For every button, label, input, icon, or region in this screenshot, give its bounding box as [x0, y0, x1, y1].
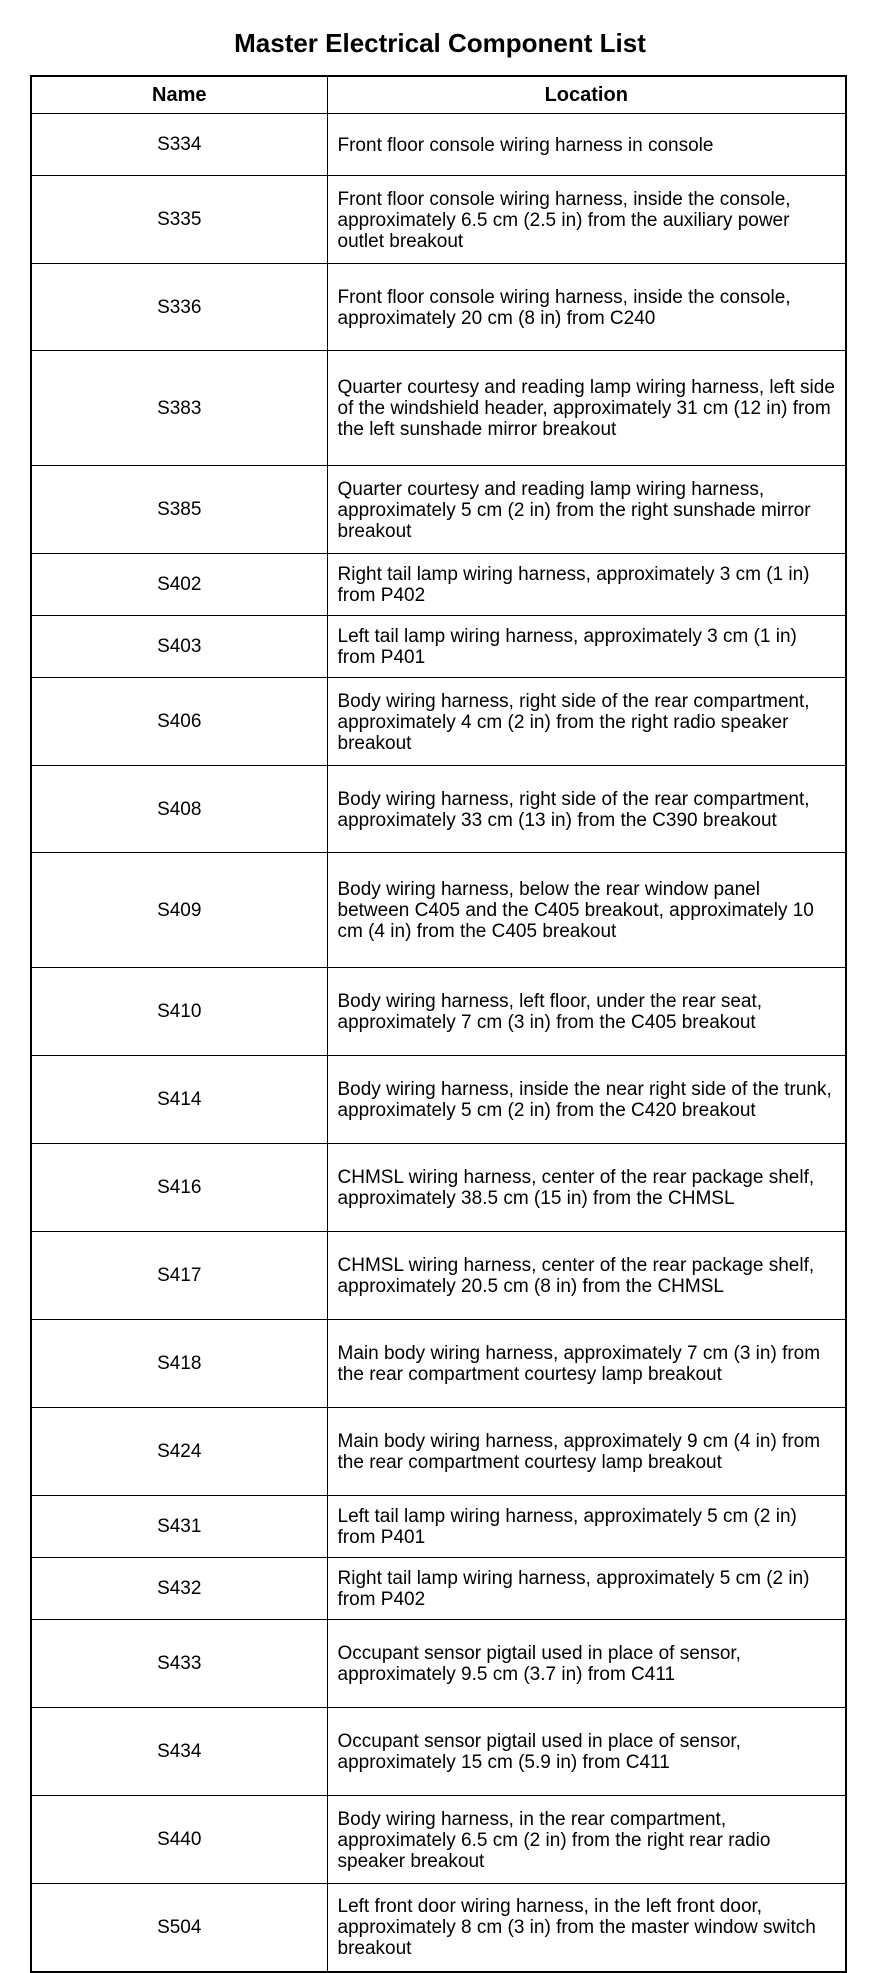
- component-location-cell: Occupant sensor pigtail used in place of sensor, approximately 15 cm (5.9 in) from C411: [327, 1708, 846, 1796]
- table-row: [31, 1408, 846, 1496]
- table-row: [31, 1056, 846, 1144]
- component-name-cell: S414: [31, 1056, 327, 1144]
- name-column-header: Name: [31, 76, 327, 114]
- table-row: [31, 1558, 846, 1620]
- table-row: [31, 1496, 846, 1558]
- component-name-cell: S416: [31, 1144, 327, 1232]
- component-name-cell: S385: [31, 466, 327, 554]
- component-location-cell: Body wiring harness, right side of the rear compartment, approximately 33 cm (13 in) from the C390 breakout: [327, 766, 846, 853]
- component-location-cell: Left tail lamp wiring harness, approximately 5 cm (2 in) from P401: [327, 1496, 846, 1558]
- component-name-cell: S403: [31, 616, 327, 678]
- table-row: [31, 616, 846, 678]
- component-location-cell: Body wiring harness, in the rear compartment, approximately 6.5 cm (2 in) from the right rear radio speaker breakout: [327, 1796, 846, 1884]
- table-row: [31, 1320, 846, 1408]
- component-name-cell: S504: [31, 1884, 327, 1972]
- table-row: [31, 114, 846, 176]
- table-row: [31, 554, 846, 616]
- component-location-cell: Main body wiring harness, approximately 9 cm (4 in) from the rear compartment courtesy lamp breakout: [327, 1408, 846, 1496]
- component-name-cell: S406: [31, 678, 327, 766]
- component-name-cell: S334: [31, 114, 327, 176]
- table-row: [31, 176, 846, 264]
- component-name-cell: S383: [31, 351, 327, 466]
- table-row: [31, 264, 846, 351]
- component-name-cell: S410: [31, 968, 327, 1056]
- page-title: Master Electrical Component List: [234, 28, 646, 58]
- component-name-cell: S409: [31, 853, 327, 968]
- table-row: [31, 968, 846, 1056]
- component-location-cell: Front floor console wiring harness, inside the console, approximately 6.5 cm (2.5 in) from the auxiliary power outlet breakout: [327, 176, 846, 264]
- component-name-cell: S440: [31, 1796, 327, 1884]
- component-name-cell: S336: [31, 264, 327, 351]
- component-location-cell: Body wiring harness, inside the near right side of the trunk, approximately 5 cm (2 in) from the C420 breakout: [327, 1056, 846, 1144]
- component-location-cell: Body wiring harness, right side of the rear compartment, approximately 4 cm (2 in) from the right radio speaker breakout: [327, 678, 846, 766]
- component-location-cell: Left tail lamp wiring harness, approximately 3 cm (1 in) from P401: [327, 616, 846, 678]
- component-location-cell: Right tail lamp wiring harness, approximately 3 cm (1 in) from P402: [327, 554, 846, 616]
- component-name-cell: S432: [31, 1558, 327, 1620]
- location-column-header: Location: [327, 76, 846, 114]
- table-row: [31, 766, 846, 853]
- component-name-cell: S434: [31, 1708, 327, 1796]
- component-name-cell: S431: [31, 1496, 327, 1558]
- table-row: [31, 351, 846, 466]
- component-location-cell: Quarter courtesy and reading lamp wiring harness, approximately 5 cm (2 in) from the right sunshade mirror breakout: [327, 466, 846, 554]
- table-row: [31, 853, 846, 968]
- table-row: [31, 1708, 846, 1796]
- component-location-cell: Occupant sensor pigtail used in place of sensor, approximately 9.5 cm (3.7 in) from C411: [327, 1620, 846, 1708]
- component-name-cell: S417: [31, 1232, 327, 1320]
- component-location-cell: Left front door wiring harness, in the left front door, approximately 8 cm (3 in) from the master window switch breakout: [327, 1884, 846, 1972]
- component-name-cell: S433: [31, 1620, 327, 1708]
- table-row: [31, 466, 846, 554]
- component-location-cell: CHMSL wiring harness, center of the rear package shelf, approximately 20.5 cm (8 in) from the CHMSL: [327, 1232, 846, 1320]
- component-name-cell: S335: [31, 176, 327, 264]
- table-row: [31, 1144, 846, 1232]
- component-name-cell: S418: [31, 1320, 327, 1408]
- component-location-cell: Right tail lamp wiring harness, approximately 5 cm (2 in) from P402: [327, 1558, 846, 1620]
- component-location-cell: Main body wiring harness, approximately 7 cm (3 in) from the rear compartment courtesy lamp breakout: [327, 1320, 846, 1408]
- component-name-cell: S424: [31, 1408, 327, 1496]
- component-table: [30, 75, 847, 1973]
- component-location-cell: Front floor console wiring harness, inside the console, approximately 20 cm (8 in) from C240: [327, 264, 846, 351]
- component-location-cell: CHMSL wiring harness, center of the rear package shelf, approximately 38.5 cm (15 in) from the CHMSL: [327, 1144, 846, 1232]
- component-name-cell: S408: [31, 766, 327, 853]
- table-row: [31, 1796, 846, 1884]
- component-location-cell: Front floor console wiring harness in console: [327, 114, 846, 176]
- component-location-cell: Body wiring harness, left floor, under the rear seat, approximately 7 cm (3 in) from the C405 breakout: [327, 968, 846, 1056]
- table-header-row: [31, 76, 846, 114]
- component-location-cell: Quarter courtesy and reading lamp wiring harness, left side of the windshield header, approximately 31 cm (12 in) from the left sunshade mirror breakout: [327, 351, 846, 466]
- component-name-cell: S402: [31, 554, 327, 616]
- table-body: [31, 114, 846, 1972]
- table-row: [31, 1620, 846, 1708]
- table-row: [31, 1884, 846, 1972]
- component-location-cell: Body wiring harness, below the rear window panel between C405 and the C405 breakout, approximately 10 cm (4 in) from the C405 breakout: [327, 853, 846, 968]
- table-row: [31, 678, 846, 766]
- table-row: [31, 1232, 846, 1320]
